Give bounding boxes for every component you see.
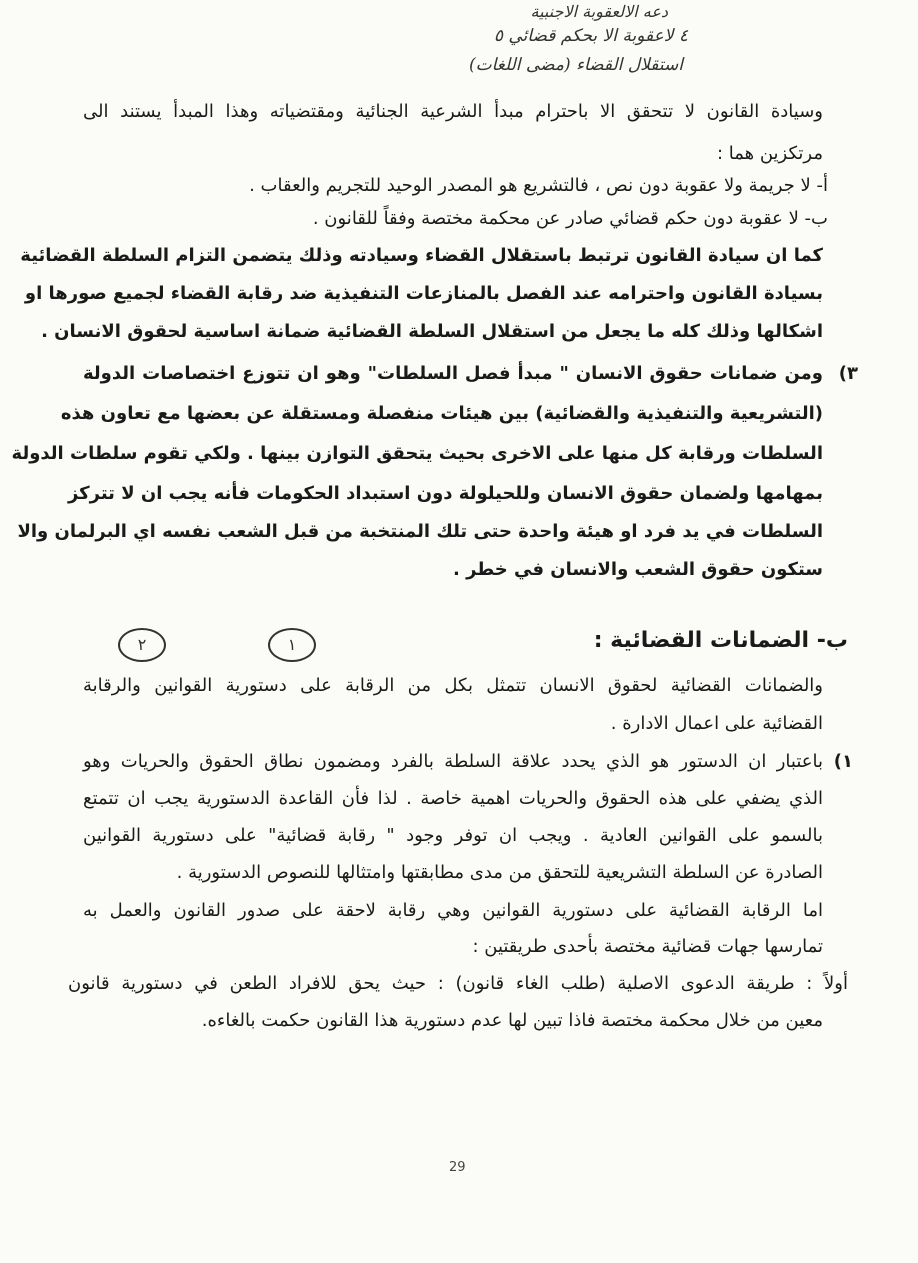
- text-line: ستكون حقوق الشعب والانسان في خطر .: [452, 559, 823, 580]
- text-line: كما ان سيادة القانون ترتبط باستقلال القضاء وسيادته وذلك يتضمن التزام السلطة القضائية: [20, 245, 823, 266]
- text-line: بمهامها ولضمان حقوق الانسان وللحيلولة دون استبداد الحكومات فأنه يجب ان لا تتركز: [67, 483, 823, 504]
- handwritten-note-3: استقلال القضاء (مضى اللغات): [468, 55, 683, 75]
- text-line: تمارسها جهات قضائية مختصة بأحدى طريقتين :: [472, 936, 823, 957]
- handwritten-note-1: دعه الالعقوبة الاجنبية: [530, 2, 668, 21]
- section-heading: ب- الضمانات القضائية :: [593, 628, 848, 653]
- text-line: بسيادة القانون واحترامه عند الفصل بالمنازعات التنفيذية ضد رقابة القضاء لجميع صورها او: [24, 283, 823, 304]
- text-line: ومن ضمانات حقوق الانسان " مبدأ فصل السلطات" وهو ان تتوزع اختصاصات الدولة: [83, 363, 823, 384]
- text-line: (التشريعية والتنفيذية والقضائية) بين هيئات منفصلة ومستقلة عن بعضها مع تعاون هذه: [60, 403, 823, 424]
- text-line: القضائية على اعمال الادارة .: [610, 713, 823, 734]
- list-number: ٣): [838, 363, 858, 384]
- text-line: مرتكزين هما :: [716, 143, 823, 164]
- list-item-b: ب- لا عقوبة دون حكم قضائي صادر عن محكمة مختصة وفقاً للقانون .: [312, 208, 828, 229]
- text-line: الذي يضفي على هذه الحقوق والحريات اهمية خاصة . لذا فأن القاعدة الدستورية يجب ان تتمتع: [83, 788, 823, 809]
- text-line: معين من خلال محكمة مختصة فاذا تبين لها عدم دستورية هذا القانون حكمت بالغاءه.: [201, 1010, 823, 1031]
- list-number: ١): [833, 751, 853, 772]
- handwritten-circle-2: ٢: [118, 628, 166, 662]
- text-line: السلطات ورقابة كل منها على الاخرى بحيث يتحقق التوازن بينها . ولكي تقوم سلطات الدولة: [11, 443, 823, 464]
- text-line: أولاً : طريقة الدعوى الاصلية (طلب الغاء قانون) : حيث يحق للافراد الطعن في دستورية قانون: [68, 973, 848, 994]
- text-line: اما الرقابة القضائية على دستورية القوانين وهي رقابة لاحقة على صدور القانون والعمل به: [83, 900, 823, 921]
- handwritten-note-2: ٤ لاعقوبة الا بحكم قضائي ٥: [493, 26, 688, 46]
- handwritten-circle-1: ١: [268, 628, 316, 662]
- text-line: السلطات في يد فرد او هيئة واحدة حتى تلك المنتخبة من قبل الشعب نفسه اي البرلمان والا: [17, 521, 823, 542]
- text-line: بالسمو على القوانين العادية . ويجب ان توفر وجود " رقابة قضائية" على دستورية القوانين: [83, 825, 823, 846]
- text-line: الصادرة عن السلطة التشريعية للتحقق من مدى مطابقتها وامتثالها للنصوص الدستورية .: [176, 862, 823, 883]
- text-line: والضمانات القضائية لحقوق الانسان تتمثل بكل من الرقابة على دستورية القوانين والرقابة: [83, 675, 823, 696]
- text-line: باعتبار ان الدستور هو الذي يحدد علاقة السلطة بالفرد ومضمون نطاق الحقوق والحريات وهو: [83, 751, 823, 772]
- text-line: اشكالها وذلك كله ما يجعل من استقلال السلطة القضائية ضمانة اساسية لحقوق الانسان .: [41, 321, 823, 342]
- text-line: وسيادة القانون لا تتحقق الا باحترام مبدأ الشرعية الجنائية ومقتضياته وهذا المبدأ يستند الى: [83, 101, 823, 122]
- list-item-a: أ- لا جريمة ولا عقوبة دون نص ، فالتشريع هو المصدر الوحيد للتجريم والعقاب .: [249, 175, 828, 196]
- page-number: 29: [449, 1160, 466, 1175]
